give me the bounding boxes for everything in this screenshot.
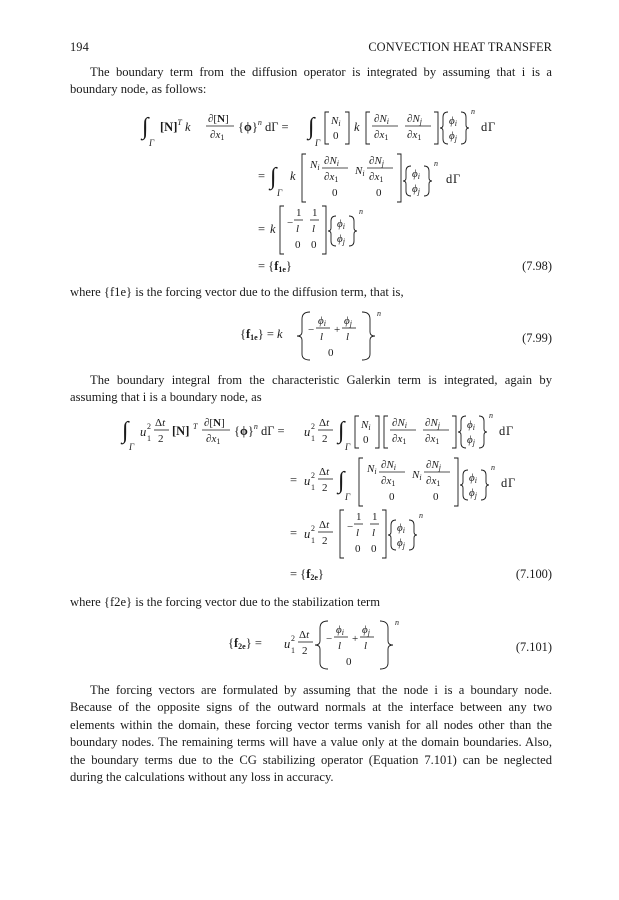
eq100-line4: [290, 567, 324, 582]
svg-text:∂x1: ∂x1: [210, 129, 225, 142]
svg-text:2: 2: [147, 422, 151, 431]
equation-number-7-100: (7.100): [515, 567, 552, 581]
svg-text:1: 1: [372, 511, 378, 523]
svg-text:+: +: [352, 633, 359, 645]
svg-text:−: −: [347, 521, 354, 533]
svg-text:1: 1: [311, 536, 315, 545]
svg-text:u: u: [304, 527, 311, 541]
svg-text:l: l: [372, 527, 376, 539]
svg-text:∂[N]: ∂[N]: [204, 417, 225, 429]
svg-text:∂Nj: ∂Nj: [425, 417, 441, 430]
svg-text:ϕj: ϕj: [344, 315, 352, 328]
svg-text:{f2e} =: {f2e} =: [228, 636, 262, 651]
svg-text:l: l: [312, 223, 316, 235]
svg-text:ϕi: ϕi: [397, 522, 405, 535]
paragraph-intro: [70, 64, 552, 99]
paragraph-cg-intro: [70, 372, 552, 407]
svg-text:=: =: [258, 169, 266, 183]
page-number: 194: [70, 40, 89, 54]
svg-text:[N]: [N]: [172, 424, 190, 438]
paragraph-conclusion: [70, 682, 552, 786]
eq98-line1: [140, 107, 495, 148]
svg-text:2: 2: [302, 645, 308, 657]
svg-text:∂x1: ∂x1: [426, 475, 441, 488]
svg-text:Γ: Γ: [277, 188, 283, 198]
svg-text:Ni: Ni: [310, 159, 320, 172]
paragraph-conclusion-text: The forcing vectors are formulated by assuming that the node i is a boundary node. Because of the opposite signs of the outward normals at the interface between any two elements within the domain, these forcing vector terms vanish for all nodes other than the boundary nodes. The remaining terms will have a value only at the domain boundaries. Also, the boundary terms due to the CG stabilizing operator (Equation 7.101) can be neglected during the calculations without any loss in accuracy.: [70, 683, 552, 785]
svg-text:k: k: [354, 120, 360, 134]
svg-text:u: u: [304, 425, 311, 439]
svg-text:ϕi: ϕi: [412, 168, 420, 181]
svg-text:Γ: Γ: [149, 138, 155, 148]
equation-7-101: [228, 614, 448, 674]
svg-text:Γ: Γ: [488, 120, 496, 134]
svg-text:n: n: [377, 309, 381, 318]
paragraph-f1e: [70, 284, 552, 301]
svg-text:Γ: Γ: [345, 442, 351, 452]
svg-text:Δt: Δt: [155, 417, 166, 429]
equation-7-99: [240, 306, 440, 364]
eq100-line2: [290, 458, 515, 506]
svg-text:Γ: Γ: [506, 424, 514, 438]
svg-text:l: l: [320, 331, 324, 343]
svg-text:1: 1: [147, 434, 151, 443]
svg-text:ϕj: ϕj: [449, 130, 457, 143]
svg-text:∂Nj: ∂Nj: [426, 459, 442, 472]
svg-text:Γ: Γ: [508, 476, 516, 490]
svg-text:Ni: Ni: [331, 115, 341, 128]
svg-text:ϕj: ϕj: [412, 183, 420, 196]
svg-text:Ni: Ni: [367, 463, 377, 476]
svg-text:0: 0: [346, 656, 352, 668]
paragraph-f2e-text: where {f2e} is the forcing vector due to the stabilization term: [70, 595, 381, 609]
equation-number-7-101: (7.101): [515, 640, 552, 654]
svg-text:d: d: [446, 172, 453, 186]
svg-text:0: 0: [355, 543, 361, 555]
svg-text:ϕj: ϕj: [397, 537, 405, 550]
svg-text:u: u: [284, 637, 291, 651]
svg-text:n: n: [434, 159, 438, 168]
paragraph-f2e: [70, 594, 552, 611]
svg-text:0: 0: [295, 239, 301, 251]
svg-text:Γ: Γ: [129, 442, 135, 452]
svg-text:−: −: [326, 633, 333, 645]
svg-text:Ni: Ni: [361, 419, 371, 432]
svg-text:Ni: Ni: [412, 469, 422, 482]
svg-text:ϕj: ϕj: [362, 624, 370, 637]
paragraph-f1e-text: where {f1e} is the forcing vector due to the diffusion term, that is,: [70, 285, 404, 299]
svg-text:2: 2: [311, 524, 315, 533]
svg-text:l: l: [364, 640, 368, 652]
svg-text:Γ: Γ: [345, 492, 351, 502]
svg-text:=: =: [290, 473, 298, 487]
svg-text:= {f1e}: = {f1e}: [258, 259, 292, 274]
svg-text:{ϕ}n dΓ =: $\{\phi\}^n$ dΓ =: [238, 118, 289, 134]
svg-text:−: −: [287, 217, 294, 229]
equation-number-7-99: (7.99): [522, 331, 552, 345]
svg-text:{f1e} = k: {f1e} = k: [240, 327, 283, 342]
paragraph-intro-text: The boundary term from the diffusion operator is integrated by assuming that i is a boundary node, as follows:: [70, 65, 552, 97]
svg-text:ϕi: ϕi: [336, 624, 344, 637]
svg-text:0: 0: [332, 187, 338, 199]
svg-text:∂x1: ∂x1: [392, 433, 407, 446]
svg-text:∫: ∫: [270, 164, 277, 190]
svg-text:1: 1: [291, 646, 295, 655]
svg-text:1: 1: [356, 511, 362, 523]
eq98-line2: [258, 154, 460, 202]
svg-text:0: 0: [363, 434, 369, 446]
svg-text:∂x1: ∂x1: [369, 171, 384, 184]
svg-text:k: k: [290, 169, 296, 183]
svg-text:2: 2: [311, 422, 315, 431]
svg-text:∂Ni: ∂Ni: [324, 155, 340, 168]
eq98-line3: [258, 206, 363, 254]
svg-text:l: l: [338, 640, 342, 652]
svg-text:∂Ni: ∂Ni: [374, 113, 390, 126]
svg-text:Δt: Δt: [319, 417, 330, 429]
svg-text:0: 0: [433, 491, 439, 503]
svg-text:0: 0: [376, 187, 382, 199]
svg-text:∂Nj: ∂Nj: [369, 155, 385, 168]
svg-text:n: n: [419, 511, 423, 520]
svg-text:ϕi: ϕi: [449, 115, 457, 128]
svg-text:2: 2: [291, 634, 295, 643]
svg-text:∂Nj: ∂Nj: [407, 113, 423, 126]
running-header: [70, 40, 552, 56]
svg-text:2: 2: [311, 471, 315, 480]
svg-text:n: n: [395, 618, 399, 627]
svg-text:Δt: Δt: [299, 629, 310, 641]
svg-text:1: 1: [311, 434, 315, 443]
svg-text:n: n: [471, 107, 475, 116]
svg-text:2: 2: [158, 433, 164, 445]
svg-text:∂Ni: ∂Ni: [392, 417, 408, 430]
svg-text:n: n: [489, 411, 493, 420]
svg-text:∂x1: ∂x1: [381, 475, 396, 488]
svg-text:∂[N]: ∂[N]: [208, 113, 229, 125]
svg-text:0: 0: [371, 543, 377, 555]
svg-text:d: d: [501, 476, 508, 490]
svg-text:n: n: [359, 207, 363, 216]
svg-text:k: k: [270, 222, 276, 236]
svg-text:∂x1: ∂x1: [374, 129, 389, 142]
equation-7-98: [140, 104, 560, 284]
eq98-line4: [258, 259, 292, 274]
svg-text:1: 1: [312, 207, 318, 219]
svg-text:∫: ∫: [338, 418, 345, 444]
svg-text:d: d: [481, 120, 488, 134]
svg-text:l: l: [356, 527, 360, 539]
paragraph-cg-intro-text: The boundary integral from the characteristic Galerkin term is integrated, again by assuming that i is a boundary node, as: [70, 373, 552, 405]
svg-text:∂x1: ∂x1: [425, 433, 440, 446]
svg-text:ϕj: ϕj: [469, 487, 477, 500]
svg-text:∂x1: ∂x1: [407, 129, 422, 142]
svg-text:2: 2: [322, 535, 328, 547]
svg-text:0: 0: [311, 239, 317, 251]
svg-text:= {f2e}: = {f2e}: [290, 567, 324, 582]
svg-text:0: 0: [389, 491, 395, 503]
svg-text:ϕi: ϕi: [467, 419, 475, 432]
svg-text:ϕi: ϕi: [469, 472, 477, 485]
svg-text:[N]T k: $[N]^T$ k: [160, 118, 191, 134]
svg-text:∂x1: ∂x1: [324, 171, 339, 184]
svg-text:0: 0: [328, 347, 334, 359]
eq100-line1: [120, 411, 513, 452]
svg-text:d: d: [499, 424, 506, 438]
svg-text:1: 1: [311, 483, 315, 492]
svg-text:−: −: [308, 324, 315, 336]
svg-text:1: 1: [296, 207, 302, 219]
eq100-line3: [290, 510, 423, 558]
equation-number-7-98: (7.98): [522, 259, 552, 273]
svg-text:Ni: Ni: [355, 165, 365, 178]
svg-text:u: u: [304, 474, 311, 488]
svg-text:ϕj: ϕj: [467, 434, 475, 447]
svg-text:u: u: [140, 425, 147, 439]
svg-text:∂x1: ∂x1: [206, 433, 221, 446]
svg-text:=: =: [290, 526, 298, 540]
svg-text:+: +: [334, 324, 341, 336]
svg-text:Δt: Δt: [319, 466, 330, 478]
svg-text:∂Ni: ∂Ni: [381, 459, 397, 472]
svg-text:0: 0: [333, 130, 339, 142]
svg-text:T: T: [193, 422, 198, 431]
svg-text:ϕi: ϕi: [337, 218, 345, 231]
svg-text:∫: ∫: [122, 418, 129, 444]
equation-7-100: [120, 408, 560, 588]
svg-text:2: 2: [322, 433, 328, 445]
svg-text:ϕi: ϕi: [318, 315, 326, 328]
svg-text:∫: ∫: [308, 114, 315, 140]
svg-text:∫: ∫: [338, 468, 345, 494]
svg-text:2: 2: [322, 482, 328, 494]
svg-text:=: =: [258, 222, 266, 236]
svg-text:Δt: Δt: [319, 519, 330, 531]
running-title: CONVECTION HEAT TRANSFER: [368, 40, 552, 54]
svg-text:l: l: [296, 223, 300, 235]
integral-sign: ∫: [142, 114, 149, 140]
svg-text:ϕj: ϕj: [337, 233, 345, 246]
svg-text:{ϕ}n dΓ =: $\{\phi\}^n$ dΓ =: [234, 422, 285, 438]
svg-text:Γ: Γ: [453, 172, 461, 186]
svg-text:Γ: Γ: [315, 138, 321, 148]
svg-text:l: l: [346, 331, 350, 343]
svg-text:n: n: [491, 463, 495, 472]
